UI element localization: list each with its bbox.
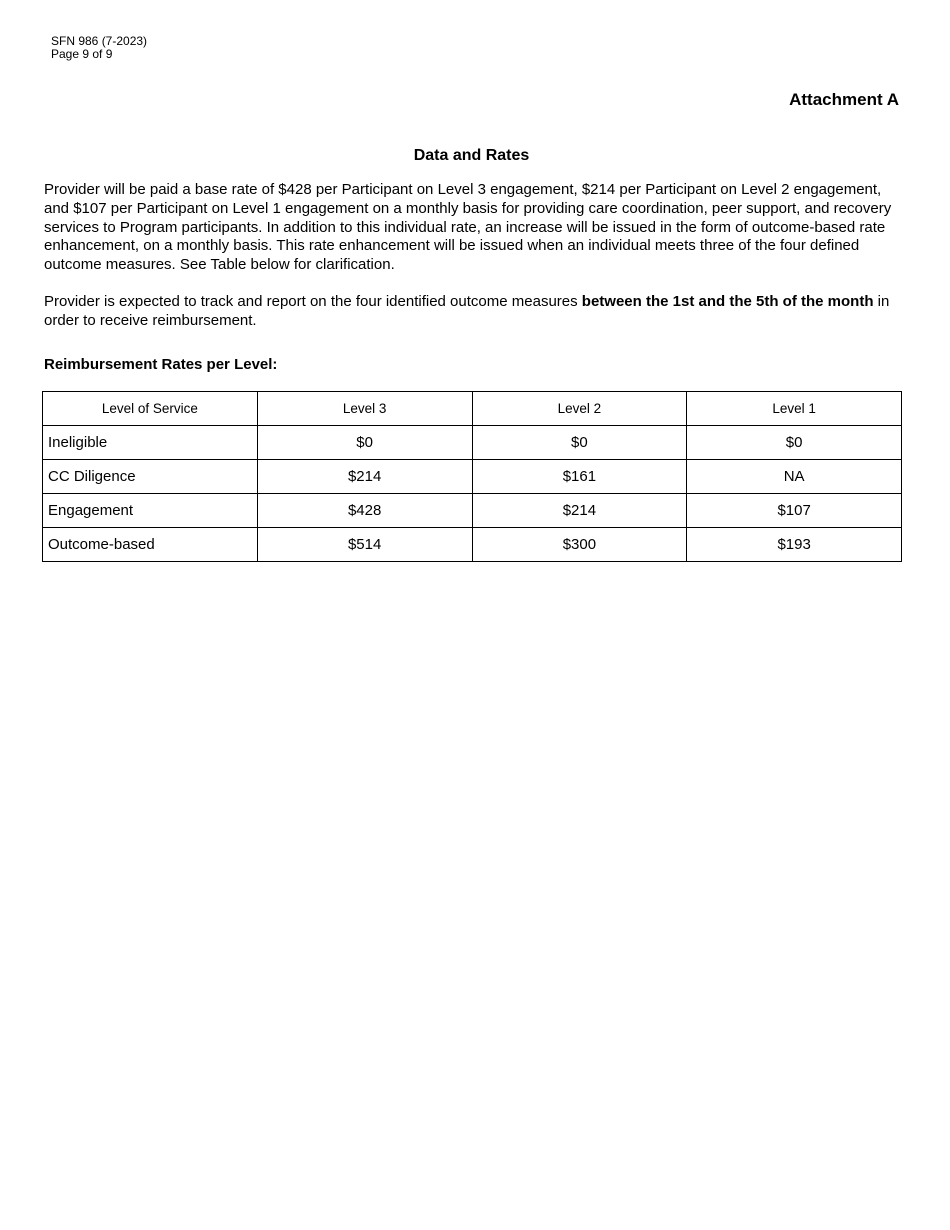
level1-rate: $107 bbox=[687, 494, 902, 528]
column-header: Level 3 bbox=[257, 392, 472, 426]
table-row bbox=[43, 528, 902, 562]
table-row bbox=[43, 460, 902, 494]
column-header: Level of Service bbox=[43, 392, 258, 426]
column-header: Level 2 bbox=[472, 392, 687, 426]
column-header: Level 1 bbox=[687, 392, 902, 426]
level2-rate: $214 bbox=[472, 494, 687, 528]
row-label: Engagement bbox=[43, 494, 258, 528]
level1-rate: $0 bbox=[687, 426, 902, 460]
reporting-deadline: between the 1st and the 5th of the month bbox=[581, 293, 874, 310]
level3-rate: $428 bbox=[257, 494, 472, 528]
table-heading: Reimbursement Rates per Level: bbox=[44, 356, 278, 373]
level3-rate: $0 bbox=[257, 426, 472, 460]
level2-rate: $161 bbox=[472, 460, 687, 494]
rate-description-paragraph: Provider will be paid a base rate of $428 per Participant on Level 3 engagement, $214 per Participant on Level 2 engagement, and $107 per Participant on Level 1 engagement on a monthly basis for providing care coordination, peer support, and recovery services to Program participants. In addition to this individual rate, an increase will be issued in the form of outcome-based rate enhancement, on a monthly basis. This rate enhancement will be issued when an individual meets three of the four defined outcome measures. See Table below for clarification. bbox=[44, 181, 892, 274]
form-identifier bbox=[51, 35, 147, 61]
table-row bbox=[43, 494, 902, 528]
reporting-text-start: Provider is expected to track and report on the four identified outcome measures bbox=[44, 293, 582, 310]
table-row bbox=[43, 426, 902, 460]
reimbursement-rates-table bbox=[42, 391, 902, 562]
row-label: Outcome-based bbox=[43, 528, 258, 562]
row-label: Ineligible bbox=[43, 426, 258, 460]
level1-rate: $193 bbox=[687, 528, 902, 562]
level2-rate: $300 bbox=[472, 528, 687, 562]
table-header-row bbox=[43, 392, 902, 426]
level3-rate: $514 bbox=[257, 528, 472, 562]
attachment-title: Attachment A bbox=[789, 90, 899, 109]
level1-rate: NA bbox=[687, 460, 902, 494]
page-number: Page 9 of 9 bbox=[51, 47, 113, 61]
row-label: CC Diligence bbox=[43, 460, 258, 494]
section-title: Data and Rates bbox=[413, 147, 530, 164]
reporting-paragraph bbox=[44, 293, 904, 331]
level2-rate: $0 bbox=[472, 426, 687, 460]
form-number: SFN 986 (7-2023) bbox=[51, 34, 148, 48]
level3-rate: $214 bbox=[257, 460, 472, 494]
reporting-text-end: in order to receive reimbursement. bbox=[44, 293, 890, 329]
